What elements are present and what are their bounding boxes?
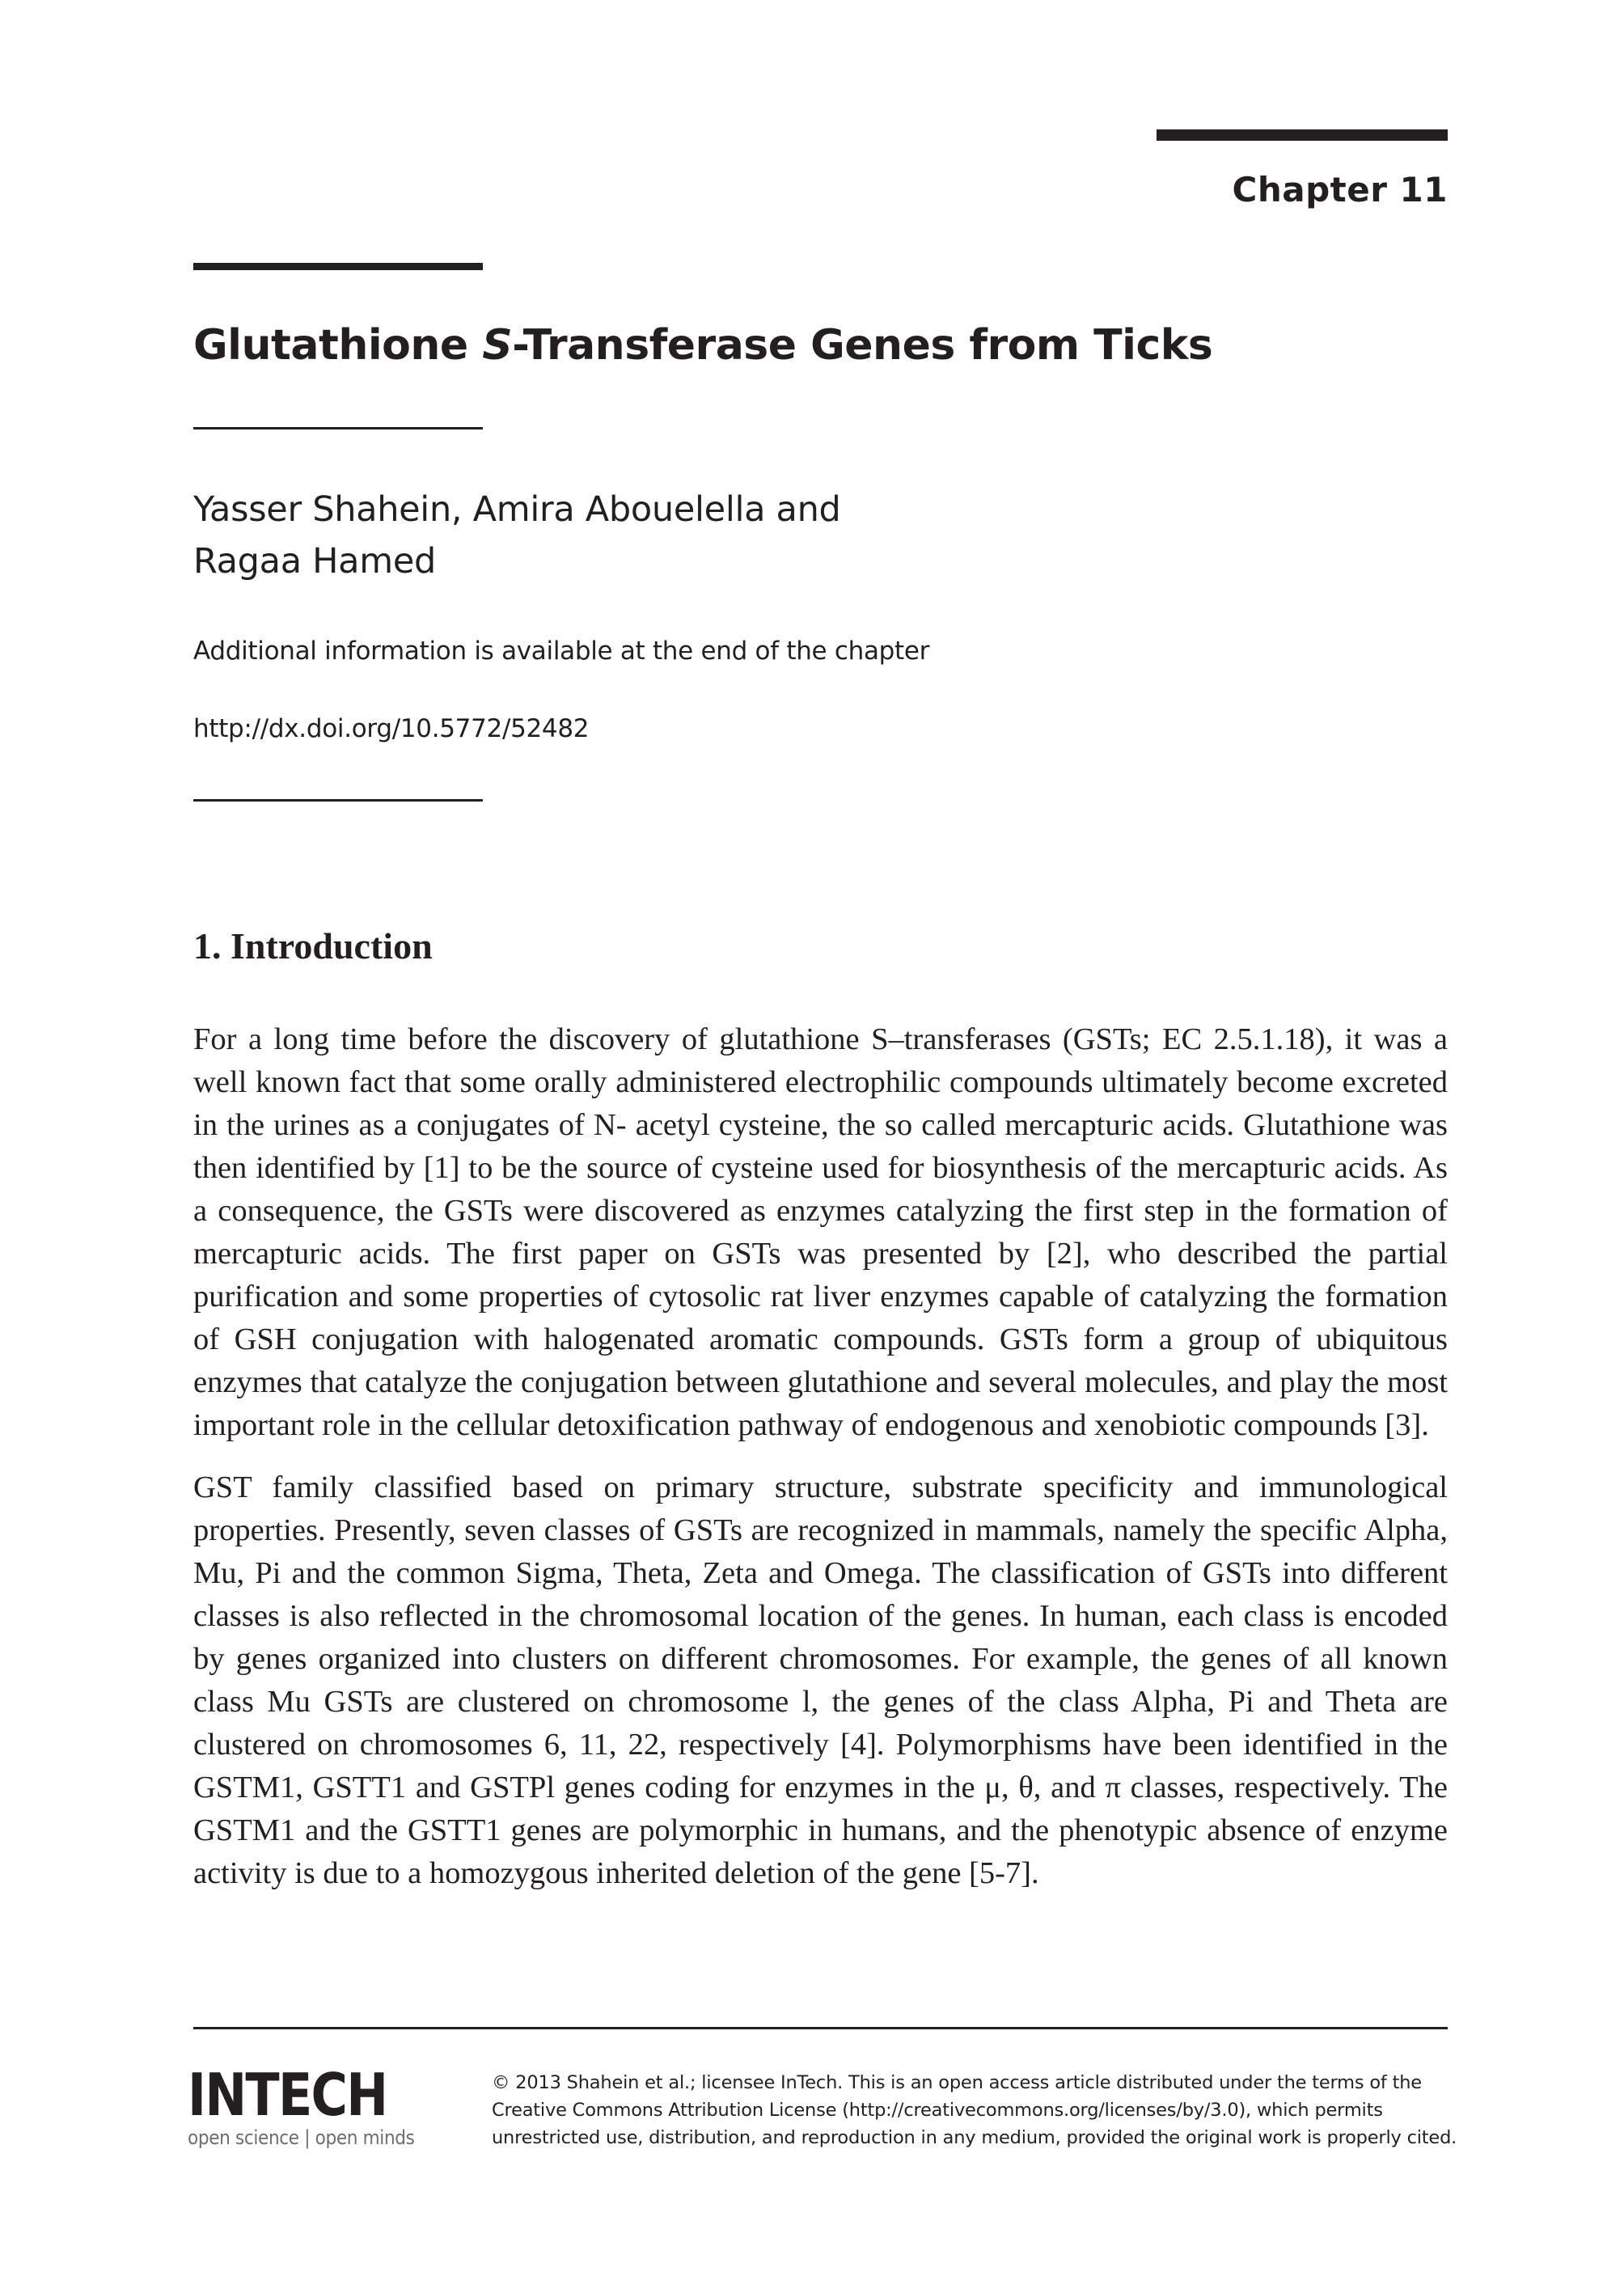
logo-tagline: open science | open minds — [188, 2126, 415, 2149]
paragraph-1: For a long time before the discovery of glutathione S–transferases (GSTs; EC 2.5.1.18), it was a well known fact that some orally administered electrophilic compounds ultimately become excreted in the urines as a conjugates of N- acetyl cysteine, the so called mercapturic acids. Glutathione was then identified by [1] to be the source of cysteine used for biosynthesis of the mercapturic acids. As a consequence, the GSTs were discovered as enzymes catalyzing the first step in the formation of mercapturic acids. The first paper on GSTs was presented by [2], who described the partial purification and some properties of cytosolic rat liver enzymes capable of catalyzing the formation of GSH conjugation with halogenated aromatic compounds. GSTs form a group of ubiquitous enzymes that catalyze the conjugation between glutathione and several molecules, and play the most important role in the cellular detoxification pathway of endogenous and xenobiotic compounds [3]. — [193, 1022, 1448, 1442]
chapter-rule — [1157, 129, 1448, 141]
author-list — [193, 484, 1002, 587]
title-rule-top — [193, 263, 483, 270]
author-line-2: Ragaa Hamed — [193, 541, 436, 582]
section-heading: 1. Introduction — [193, 925, 433, 967]
header-rule-end — [193, 799, 483, 802]
author-line-1: Yasser Shahein, Amira Abouelella and — [193, 489, 841, 530]
paragraph-2: GST family classified based on primary structure, substrate specificity and immunological properties. Presently, seven classes of GSTs are recognized in mammals, namely the specific Alpha, Mu, Pi and the common Sigma, Theta, Zeta and Omega. The classification of GSTs into different classes is also reflected in the chromosomal location of the genes. In human, each class is encoded by genes organized into clusters on different chromosomes. For example, the genes of all known class Mu GSTs are clustered on chromosome l, the genes of the class Alpha, Pi and Theta are clustered on chromosomes 6, 11, 22, respectively [4]. Polymorphisms have been identified in the GSTM1, GSTT1 and GSTPl genes coding for enzymes in the μ, θ, and π classes, respectively. The GSTM1 and the GSTT1 genes are polymorphic in humans, and the phenotypic absence of enzyme activity is due to a homozygous inherited deletion of the gene [5-7]. — [193, 1470, 1448, 1890]
doi-link[interactable]: http://dx.doi.org/10.5772/52482 — [193, 714, 590, 743]
title-part-1: Glutathione — [193, 321, 483, 370]
license-line-3: unrestricted use, distribution, and reproduction in any medium, provided the original work is properly cited. — [492, 2127, 1457, 2148]
title-rule-bottom — [193, 427, 483, 429]
license-line-2: Creative Commons Attribution License (http://creativecommons.org/licenses/by/3.0), which permits — [492, 2100, 1383, 2121]
additional-info: Additional information is available at the end of the chapter — [193, 637, 930, 666]
intech-logo — [188, 2061, 430, 2150]
license-line-1: © 2013 Shahein et al.; licensee InTech. This is an open access article distributed under the terms of the — [492, 2072, 1422, 2093]
chapter-label: Chapter 11 — [1232, 170, 1448, 209]
logo-wordmark: INTECH — [188, 2061, 387, 2129]
chapter-title — [193, 317, 1455, 374]
title-part-3: -Transferase Genes from Ticks — [512, 321, 1213, 370]
title-part-italic: S — [482, 321, 513, 370]
license-notice — [492, 2069, 1457, 2151]
footer-rule — [193, 2027, 1448, 2029]
section-body — [193, 1018, 1448, 1895]
